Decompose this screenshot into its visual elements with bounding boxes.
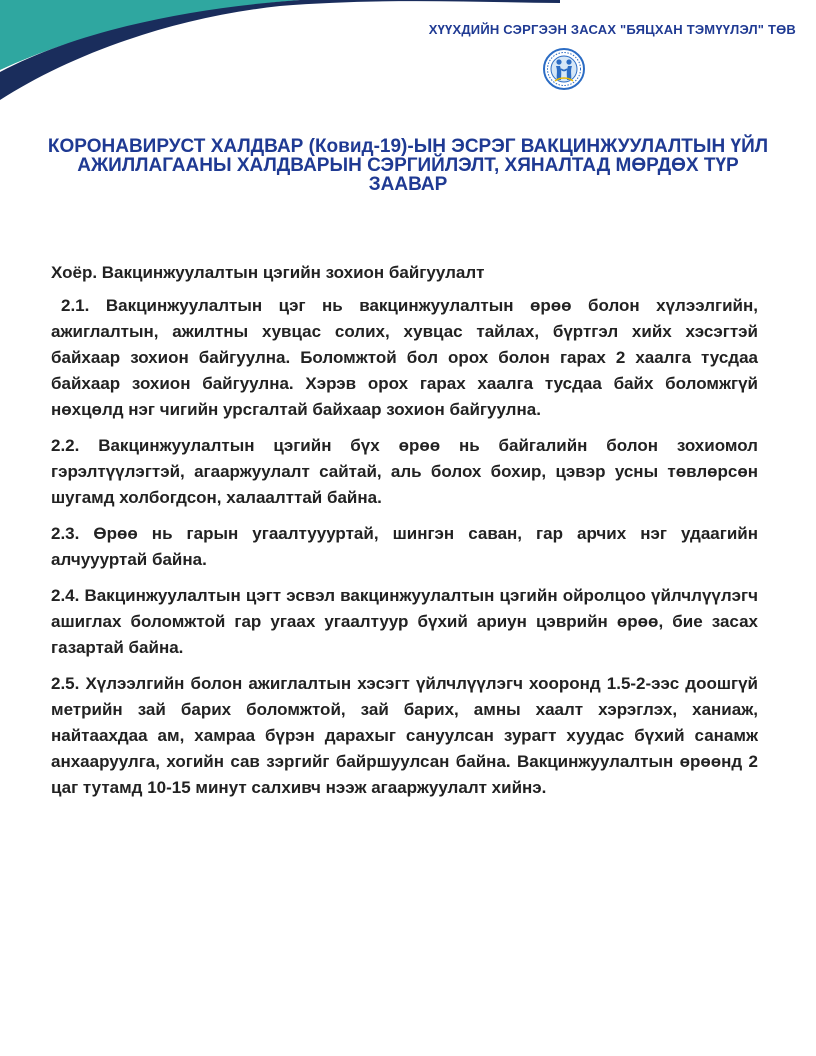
paragraph-2-4: 2.4. Вакцинжуулалтын цэгт эсвэл вакцинжуулалтын цэгийн ойролцоо үйлчлүүлэгч ашиглах боломжтой гар угаах угаалтуур бүхий ариун цэврийн өрөө, бие засах газартай байна. (51, 586, 758, 657)
paragraph-2-2: 2.2. Вакцинжуулалтын цэгийн бүх өрөө нь байгалийн болон зохиомол гэрэлтүүлэгтэй, агааржуулалт сайтай, аль болох бохир, цэвэр усны төвлөрсөн шугамд холбогдсон, халаалттай байна. (51, 436, 758, 507)
header-swoosh-decoration (0, 0, 560, 100)
section-heading: Хоёр. Вакцинжуулалтын цэгийн зохион байгуулалт (51, 263, 485, 282)
organization-emblem-icon (542, 47, 586, 91)
paragraph-2-1: 2.1. Вакцинжуулалтын цэг нь вакцинжуулалтын өрөө болон хүлээлгийн, ажиглалтын, ажилтны хувцас солих, хувцас тайлах, бүртгэл хийх хэсэгтэй байхаар зохион байгуулна. Боломжтой бол орох болон гарах 2 хаалга тусдаа байхаар зохион байгуулна. Хэрэв орох гарах хаалга тусдаа байх боломжгүй нөхцөлд нэг чигийн урсгалтай байхаар зохион байгуулна. (51, 296, 758, 419)
organization-header: ХҮҮХДИЙН СЭРГЭЭН ЗАСАХ "БЯЦХАН ТЭМҮҮЛЭЛ" ТӨВ (428, 22, 796, 37)
document-title: КОРОНАВИРУСТ ХАЛДВАР (Ковид-19)-ЫН ЭСРЭГ ВАКЦИНЖУУЛАЛТЫН ҮЙЛ АЖИЛЛАГААНЫ ХАЛДВАРЫН СЭРГИЙЛЭЛТ, ХЯНАЛТАД МӨРДӨХ ТҮР ЗААВАР (47, 136, 769, 195)
paragraph-2-5: 2.5. Хүлээлгийн болон ажиглалтын хэсэгт үйлчлүүлэгч хооронд 1.5-2-ээс доошгүй метрийн зай барих боломжтой, зай барих, амны хаалт хэрэглэх, ханиаж, найтаахдаа ам, хамраа бүрэн дарахыг сануулсан зурагт хуудас бүхий санамж анхааруулга, хогийн сав зэргийг байршуулсан байна. Вакцинжуулалтын өрөөнд 2 цаг тутамд 10-15 минут салхивч нээж агааржуулалт хийнэ. (51, 674, 758, 797)
paragraph-2-3: 2.3. Өрөө нь гарын угаалтуууртай, шингэн саван, гар арчих нэг удаагийн алчуууртай байна. (51, 524, 758, 569)
document-body (51, 260, 758, 811)
